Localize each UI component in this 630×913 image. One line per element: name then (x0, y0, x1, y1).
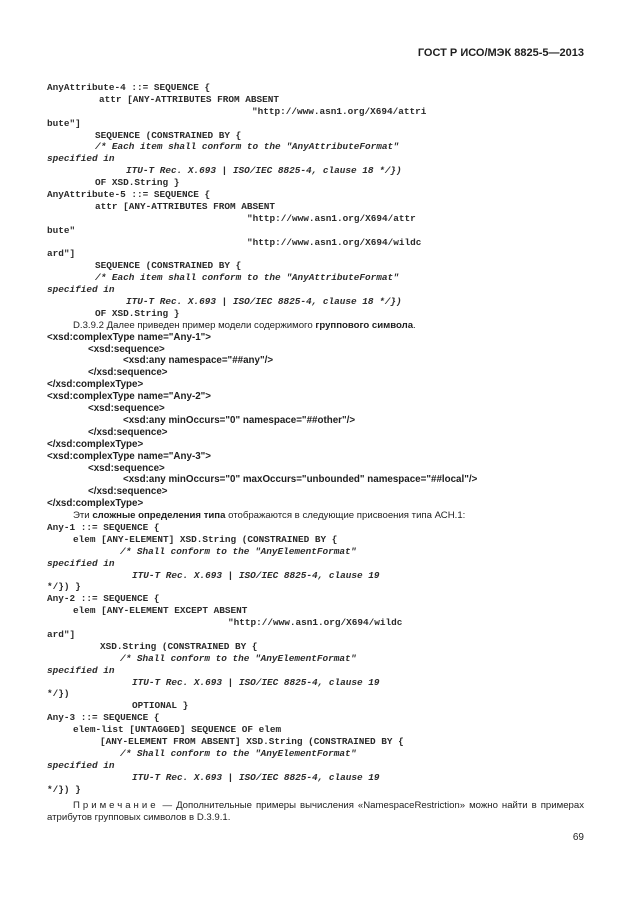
code-line: */}) } (47, 581, 81, 593)
code-comment: /* Shall conform to the "AnyElementFormat" (120, 747, 357, 759)
code-comment: /* Each item shall conform to the "AnyAttributeFormat" (95, 141, 399, 153)
xsd-line: </xsd:sequence> (88, 426, 168, 438)
xsd-line: <xsd:any minOccurs="0" namespace="##other"/> (123, 414, 356, 426)
xsd-line: <xsd:complexType name="Any-1"> (47, 331, 212, 343)
code-line: elem [ANY-ELEMENT EXCEPT ABSENT (73, 605, 248, 617)
xsd-line: <xsd:any minOccurs="0" maxOccurs="unbounded" namespace="##local"/> (123, 474, 478, 486)
note-text: — Дополнительные примеры вычисления «NamespaceRestriction» можно найти в примерах атрибутов групповых символов в D.3.9.1. (47, 800, 584, 824)
xsd-line: </xsd:sequence> (88, 486, 168, 498)
paragraph-text: Эти (73, 510, 93, 522)
code-line: SEQUENCE (CONSTRAINED BY { (95, 260, 242, 272)
term-bold: сложные определения типа (92, 510, 226, 522)
code-line: OF XSD.String } (95, 307, 180, 319)
term-bold: группового символа (315, 319, 414, 331)
code-comment: specified in (47, 153, 115, 165)
xsd-line: </xsd:complexType> (47, 438, 144, 450)
code-line: Any-2 ::= SEQUENCE { (47, 593, 160, 605)
xsd-line: <xsd:sequence> (88, 403, 165, 415)
code-comment: specified in (47, 557, 115, 569)
code-line: [ANY-ELEMENT FROM ABSENT] XSD.String (CONSTRAINED BY { (100, 735, 404, 747)
xsd-line: </xsd:sequence> (88, 367, 168, 379)
code-comment: ITU-T Rec. X.693 | ISO/IEC 8825-4, clause 19 (132, 771, 380, 783)
document-header: ГОСТ Р ИСО/МЭК 8825-5—2013 (417, 47, 584, 59)
code-line: elem [ANY-ELEMENT] XSD.String (CONSTRAINED BY { (73, 533, 338, 545)
code-comment: ITU-T Rec. X.693 | ISO/IEC 8825-4, clause 18 */}) (126, 165, 402, 177)
paragraph-d392 (47, 320, 587, 332)
code-line: elem-list [UNTAGGED] SEQUENCE OF elem (73, 724, 282, 736)
xsd-line: <xsd:complexType name="Any-2"> (47, 391, 212, 403)
code-line: XSD.String (CONSTRAINED BY { (100, 640, 258, 652)
code-comment: /* Shall conform to the "AnyElementFormat" (120, 545, 357, 557)
code-line: bute"] (47, 117, 81, 129)
code-line: OF XSD.String } (95, 177, 180, 189)
paragraph-text: . (413, 319, 416, 331)
code-line: ard"] (47, 628, 76, 640)
code-comment: /* Each item shall conform to the "AnyAttributeFormat" (95, 272, 399, 284)
code-comment: ITU-T Rec. X.693 | ISO/IEC 8825-4, clause 18 */}) (126, 296, 402, 308)
code-comment: ITU-T Rec. X.693 | ISO/IEC 8825-4, clause 19 (132, 676, 380, 688)
xsd-line: <xsd:complexType name="Any-3"> (47, 450, 212, 462)
code-comment: specified in (47, 284, 115, 296)
page-number: 69 (572, 832, 584, 843)
code-line: Any-1 ::= SEQUENCE { (47, 521, 160, 533)
note-paragraph (47, 800, 584, 824)
code-comment: /* Shall conform to the "AnyElementFormat" (120, 652, 357, 664)
xsd-line: </xsd:complexType> (47, 379, 144, 391)
xsd-line: <xsd:sequence> (88, 343, 165, 355)
code-line: SEQUENCE (CONSTRAINED BY { (95, 129, 242, 141)
paragraph-text: D.3.9.2 Далее приведен пример модели содержимого (73, 319, 316, 331)
page-body (47, 82, 587, 824)
xsd-line: </xsd:complexType> (47, 498, 144, 510)
code-line: AnyAttribute-4 ::= SEQUENCE { (47, 82, 211, 93)
code-line: "http://www.asn1.org/X694/wildc (247, 236, 422, 248)
code-line: */}) } (47, 783, 81, 795)
code-comment: specified in (47, 664, 115, 676)
xsd-line: <xsd:any namespace="##any"/> (123, 355, 274, 367)
code-line: OPTIONAL } (132, 700, 189, 712)
note-label: Примечание (73, 800, 159, 812)
code-line: attr [ANY-ATTRIBUTES FROM ABSENT (95, 200, 276, 212)
code-line: ard"] (47, 248, 76, 260)
code-line: */}) (47, 688, 70, 700)
code-comment: ITU-T Rec. X.693 | ISO/IEC 8825-4, clause 19 (132, 569, 380, 581)
xsd-line: <xsd:sequence> (88, 462, 165, 474)
code-line: "http://www.asn1.org/X694/attr (247, 212, 416, 224)
code-line: attr [ANY-ATTRIBUTES FROM ABSENT (99, 93, 280, 105)
code-line: Any-3 ::= SEQUENCE { (47, 712, 160, 724)
code-line: AnyAttribute-5 ::= SEQUENCE { (47, 189, 211, 201)
code-line: "http://www.asn1.org/X694/wildc (228, 617, 403, 629)
code-line: "http://www.asn1.org/X694/attri (252, 105, 427, 117)
code-line: bute" (47, 224, 76, 236)
code-comment: specified in (47, 759, 115, 771)
paragraph-text: отображаются в следующие присвоения типа АСН.1: (225, 510, 466, 522)
paragraph-eti (47, 510, 587, 522)
